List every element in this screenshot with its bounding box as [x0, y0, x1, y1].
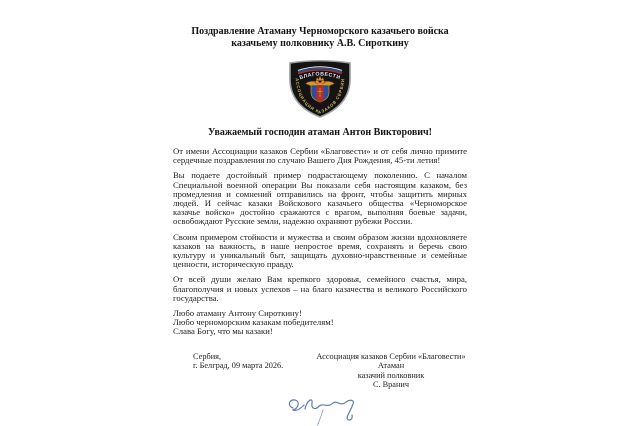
letter-title [0, 26, 640, 49]
emblem-patch-icon [287, 57, 353, 120]
slogan-line: Слава Богу, что мы казаки! [173, 326, 273, 337]
emblem-bottom-text: АССОЦИАЦИЯ КАЗАКОВ СЕРБИИ [294, 77, 346, 115]
signature-block [173, 352, 467, 426]
signature-ink-icon [283, 392, 373, 426]
paragraph-example: Вы подаете достойный пример подрастающему поколению. С началом Специальной военной операции Вы показали себя настоящим казаком, без промедления и сомнений отправились на фронт, чтобы защитить мирных людей. И сейчас казаки Войскового казачьего общества «Черноморское казачье войско» достойно сражаются с врагом, выполняя боевые задачи, освобождают Русские земли, надежно охраняют рубежи России. [173, 170, 467, 227]
letter-greeting: Уважаемый господин атаман Антон Викторович! [208, 127, 432, 138]
sign-city-date: г. Белград, 09 марта 2026. [193, 361, 284, 371]
letter-slogans [173, 309, 467, 337]
signer-rank-colonel: казачий полковник [357, 370, 425, 380]
paragraph-wishes: От всей души желаю Вам крепкого здоровья, семейного счастья, мира, благополучия и новых успехов – на благо казачества и великого Российского государства. [173, 274, 467, 303]
letter-title-line2: казачьему полковнику А.В. Сироткину [231, 37, 409, 49]
signer-organization: Ассоциация казаков Сербии «Благовести» [316, 351, 466, 361]
signer-details [315, 352, 467, 426]
letter-content [173, 127, 467, 426]
emblem-top-text: БЛАГОВЕСТИ [298, 71, 342, 82]
letter-body [173, 147, 467, 303]
slogan-line: Любо атаману Антону Сироткину! [173, 308, 302, 319]
signer-rank-ataman: Атаман [377, 361, 405, 371]
paragraph-congrats: От имени Ассоциации казаков Сербии «Благовести» и от себя лично примите сердечные поздравления по случаю Вашего Дня Рождения, 45-ти летия! [173, 146, 467, 166]
sign-country: Сербия, [193, 351, 222, 361]
letter-title-line1: Поздравление Атаману Черноморского казачьего войска [191, 26, 449, 37]
signer-name: С. Вранич [372, 380, 410, 390]
cossack-association-emblem [287, 57, 353, 120]
paragraph-values: Своим примером стойкости и мужества и своим образом жизни вдохновляете казаков на важность, в наше непростое время, сохранять и беречь свою культуру и уникальный быт, защищать духовно-нравственные и семейные ценности, историческую правду. [173, 231, 467, 270]
slogan-line: Любо черноморским казакам победителям! [173, 317, 334, 328]
place-and-date [193, 352, 283, 426]
handwritten-signature [283, 392, 435, 426]
